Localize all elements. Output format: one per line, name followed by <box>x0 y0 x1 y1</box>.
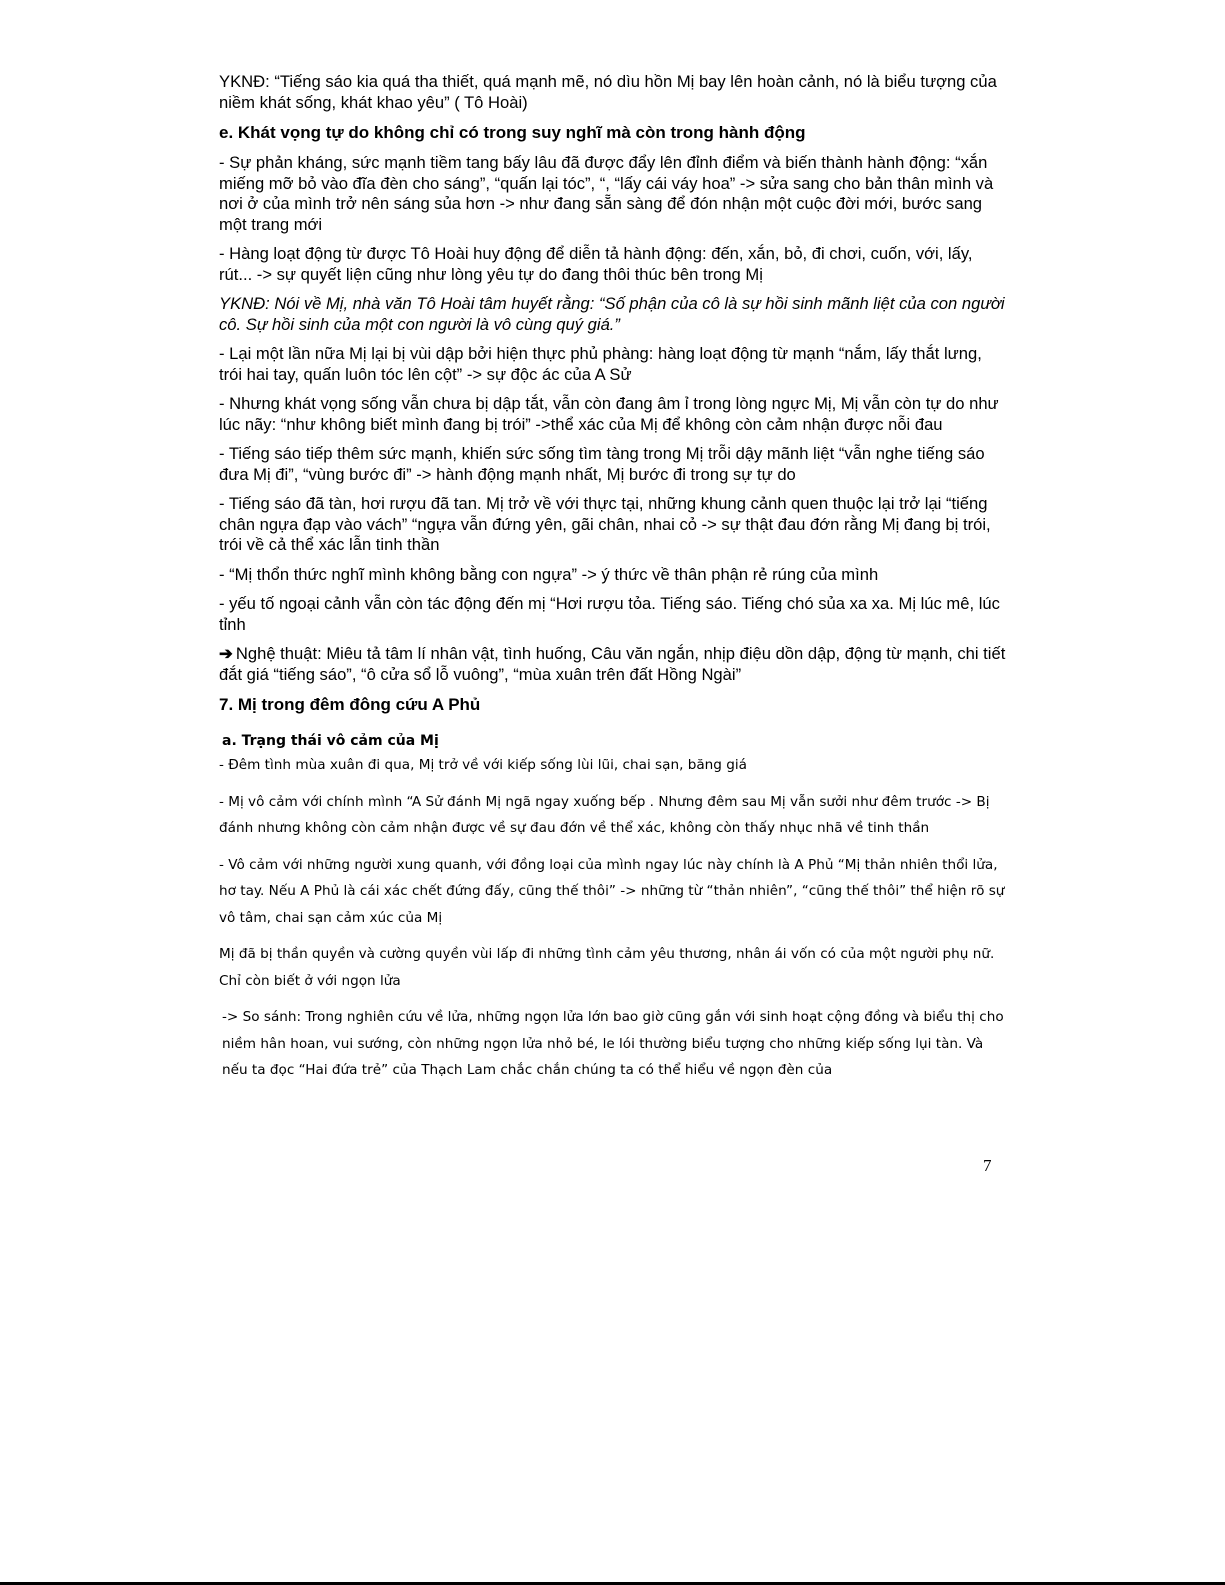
body-paragraph: - Tiếng sáo tiếp thêm sức mạnh, khiến sức sống tìm tàng trong Mị trỗi dậy mãnh liệt “vẫn nghe tiếng sáo đưa Mị đi”, “vùng bước đi” -> hành động mạnh nhất, Mị bước đi trong sự tự do <box>219 444 985 484</box>
art-summary-paragraph <box>219 644 1007 685</box>
body-paragraph: - Sự phản kháng, sức mạnh tiềm tang bấy lâu đã được đẩy lên đỉnh điểm và biến thành hành động: “xắn miếng mỡ bỏ vào đĩa đèn cho sáng”, “quấn lại tóc”, “, “lấy cái váy hoa” -> sửa sang cho bản thân mình và nơi ở của mình trở nên sáng sủa hơn -> như đang sẵn sàng để đón nhận một cuộc đời mới, bước sang một trang mới <box>219 153 994 234</box>
page-content <box>219 72 1007 1094</box>
body-paragraph: Mị đã bị thần quyền và cường quyền vùi lấp đi những tình cảm yêu thương, nhân ái vốn có của một người phụ nữ. Chỉ còn biết ở với ngọn lửa <box>219 946 995 989</box>
body-paragraph: - Hàng loạt động từ được Tô Hoài huy động để diễn tả hành động: đến, xắn, bỏ, đi chơi, cuốn, với, lấy, rút... -> sự quyết liện cũng như lòng yêu tự do đang thôi thúc bên trong Mị <box>219 244 973 284</box>
section-heading-e: e. Khát vọng tự do không chỉ có trong suy nghĩ mà còn trong hành động <box>219 123 806 142</box>
page-number: 7 <box>983 1156 992 1175</box>
quote-paragraph-italic: YKNĐ: Nói về Mị, nhà văn Tô Hoài tâm huyết rằng: “Số phận của cô là sự hồi sinh mãnh liệt của con người cô. Sự hồi sinh của một con người là vô cùng quý giá.” <box>219 294 1005 334</box>
section-heading-7: 7. Mị trong đêm đông cứu A Phủ <box>219 695 481 714</box>
subsection-heading-a: a. Trạng thái vô cảm của Mị <box>222 733 439 749</box>
body-paragraph: -> So sánh: Trong nghiên cứu về lửa, những ngọn lửa lớn bao giờ cũng gắn với sinh hoạt cộng đồng và biểu thị cho niềm hân hoan, vui sướng, còn những ngọn lửa nhỏ bé, le lói thường biểu tượng cho những kiếp sống lụi tàn. Và nếu ta đọc “Hai đứa trẻ” của Thạch Lam chắc chắn chúng ta có thể hiểu về ngọn đèn của <box>222 1009 1004 1078</box>
quote-paragraph: YKNĐ: “Tiếng sáo kia quá tha thiết, quá mạnh mẽ, nó dìu hồn Mị bay lên hoàn cảnh, nó là biểu tượng của niềm khát sống, khát khao yêu” ( Tô Hoài) <box>219 72 997 112</box>
body-paragraph: - Nhưng khát vọng sống vẫn chưa bị dập tắt, vẫn còn đang âm ỉ trong lòng ngực Mị, Mị vẫn còn tự do như lúc nãy: “như không biết mình đang bị trói” ->thể xác của Mị để không còn cảm nhận được nỗi đau <box>219 394 999 434</box>
body-paragraph: - Vô cảm với những người xung quanh, với đồng loại của mình ngay lúc này chính là A Phủ “Mị thản nhiên thổi lửa, hơ tay. Nếu A Phủ là cái xác chết đứng đấy, cũng thế thôi” -> những từ “thản nhiên”, “cũng thế thôi” thể hiện rõ sự vô tâm, chai sạn cảm xúc của Mị <box>219 856 1005 926</box>
art-summary-text: Nghệ thuật: Miêu tả tâm lí nhân vật, tình huống, Câu văn ngắn, nhịp điệu dồn dập, động từ mạnh, chi tiết đắt giá “tiếng sáo”, “ô cửa sổ lỗ vuông”, “mùa xuân trên đất Hồng Ngài” <box>219 644 1006 684</box>
arrow-right-icon: ➔ <box>219 644 233 663</box>
body-paragraph: - Tiếng sáo đã tàn, hơi rượu đã tan. Mị trở về với thực tại, những khung cảnh quen thuộc lại trở lại “tiếng chân ngựa đạp vào vách” “ngựa vẫn đứng yên, gãi chân, nhai cỏ -> sự thật đau đớn rằng Mị đang bị trói, trói về cả thể xác lẫn tinh thần <box>219 494 991 554</box>
body-paragraph: - Mị vô cảm với chính mình “A Sử đánh Mị ngã ngay xuống bếp . Nhưng đêm sau Mị vẫn sưởi như đêm trước -> Bị đánh nhưng không còn cảm nhận được về sự đau đớn về thể xác, không còn thấy nhục nhã về tinh thần <box>219 793 990 836</box>
body-paragraph: - Đêm tình mùa xuân đi qua, Mị trở về với kiếp sống lùi lũi, chai sạn, băng giá <box>219 757 747 773</box>
body-paragraph: - yếu tố ngoại cảnh vẫn còn tác động đến mị “Hơi rượu tỏa. Tiếng sáo. Tiếng chó sủa xa xa. Mị lúc mê, lúc tỉnh <box>219 594 1000 634</box>
body-paragraph: - Lại một lần nữa Mị lại bị vùi dập bởi hiện thực phủ phàng: hàng loạt động từ mạnh “nắm, lấy thắt lưng, trói hai tay, quấn luôn tóc lên cột” -> sự độc ác của A Sử <box>219 344 982 384</box>
body-paragraph: - “Mị thổn thức nghĩ mình không bằng con ngựa” -> ý thức về thân phận rẻ rúng của mình <box>219 564 879 584</box>
